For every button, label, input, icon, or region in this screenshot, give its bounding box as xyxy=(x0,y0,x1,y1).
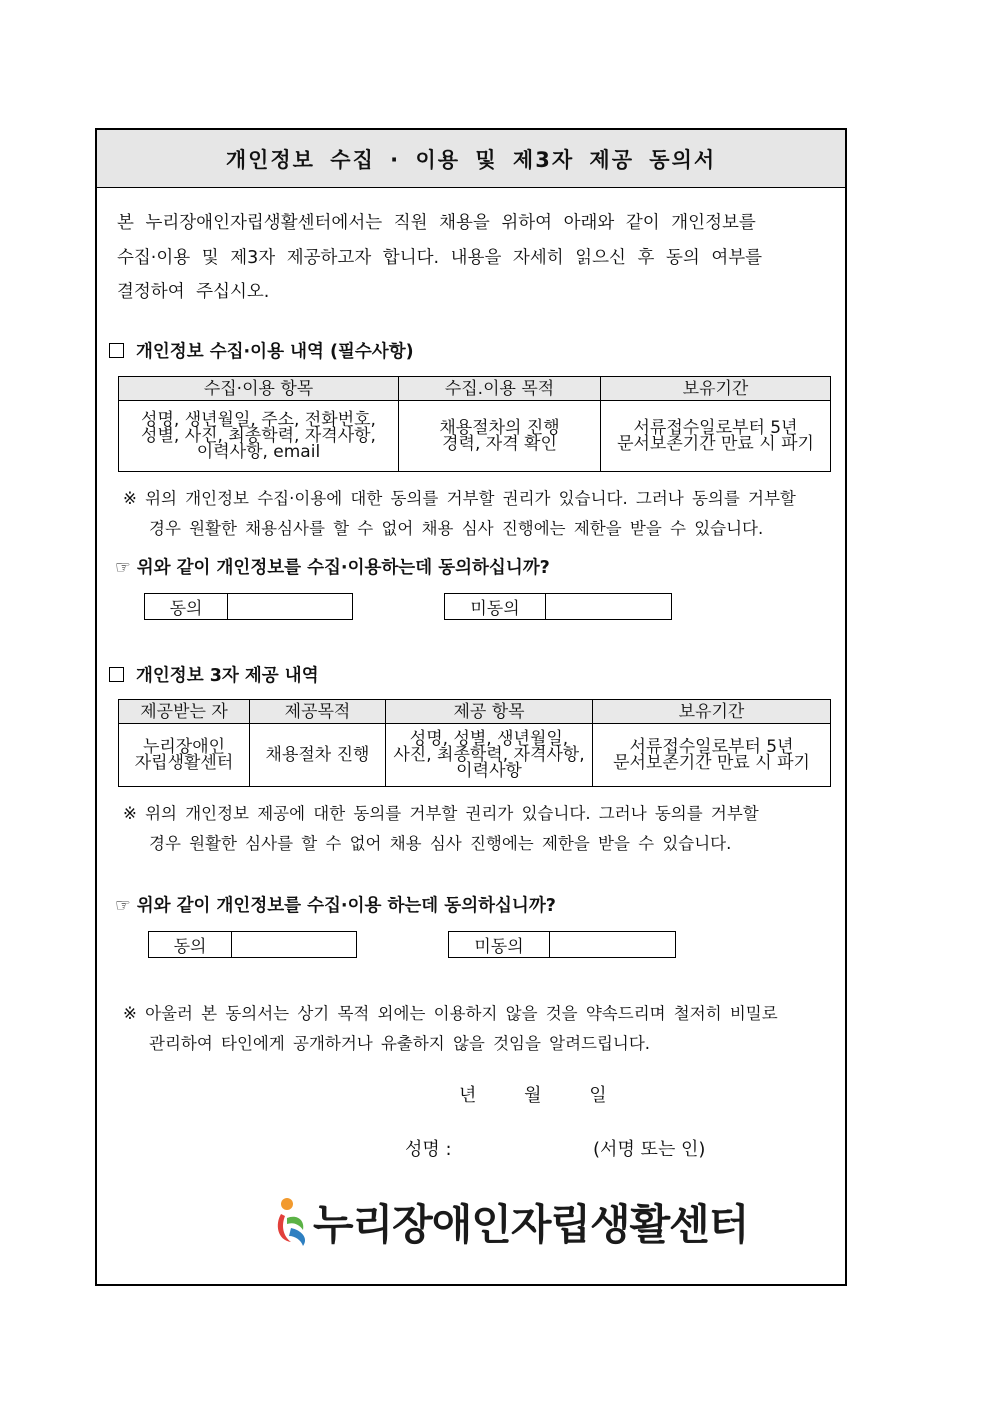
consent-form xyxy=(95,128,847,1286)
column-header: 제공받는 자 xyxy=(119,700,250,724)
form-title xyxy=(97,130,845,188)
cell-line: 경력, 자격 확인 xyxy=(442,434,557,454)
signature-hint: (서명 또는 인) xyxy=(593,1139,706,1160)
agree-signature-field[interactable] xyxy=(228,594,352,619)
cell-line: 성명, 성별, 생년월일, xyxy=(409,729,569,749)
cell-line: 문서보존기간 만료 시 파기 xyxy=(617,434,814,454)
date-month-label: 월 xyxy=(524,1085,542,1106)
date-line xyxy=(459,1081,607,1107)
note-line: ※ 위의 개인정보 수집·이용에 대한 동의를 거부할 권리가 있습니다. 그러나 동의를 거부할 xyxy=(123,489,796,508)
checkbox-square-icon xyxy=(109,667,124,682)
column-header: 수집.이용 목적 xyxy=(399,377,601,401)
logo-text: 누리장애인자립생활센터 xyxy=(313,1200,749,1249)
collection-table xyxy=(118,376,831,472)
form-title-text: 개인정보 수집 · 이용 및 제3자 제공 동의서 xyxy=(225,147,717,172)
note-line: ※ 위의 개인정보 제공에 대한 동의를 거부할 권리가 있습니다. 그러나 동의를 거부할 xyxy=(123,804,759,823)
agree-signature-field[interactable] xyxy=(232,932,356,957)
cell-line: 서류접수일로부터 5년 xyxy=(633,418,798,438)
cell-line: 자립생활센터 xyxy=(134,753,234,773)
cell-line: 누리장애인 xyxy=(142,737,226,757)
note-line: 경우 원활한 심사를 할 수 없어 채용 심사 진행에는 제한을 받을 수 있습니다. xyxy=(149,834,732,853)
column-header: 제공목적 xyxy=(250,700,386,724)
intro-line: 본 누리장애인자립생활센터에서는 직원 채용을 위하여 아래와 같이 개인정보를 xyxy=(117,213,756,233)
cell-line: 채용절차의 진행 xyxy=(439,418,560,438)
question-text: 위와 같이 개인정보를 수집·이용 하는데 동의하십니까? xyxy=(136,896,556,916)
note-line: 경우 원활한 채용심사를 할 수 없어 채용 심사 진행에는 제한을 받을 수 있습니다. xyxy=(149,519,764,538)
intro-line: 수집·이용 및 제3자 제공하고자 합니다. 내용을 자세히 읽으신 후 동의 여부를 xyxy=(117,247,763,268)
agree-label: 동의 xyxy=(149,932,232,957)
cell-line: 성명, 생년월일, 주소, 전화번호, xyxy=(141,410,376,430)
cell-line: 이력사항 xyxy=(456,761,522,781)
provision-table xyxy=(118,699,831,787)
cell-line: 문서보존기간 만료 시 파기 xyxy=(613,753,810,773)
table-header-row xyxy=(119,377,831,401)
provision-items-cell xyxy=(386,724,593,787)
disagree-label: 미동의 xyxy=(449,932,550,957)
section1-heading xyxy=(109,338,414,363)
column-header: 수집·이용 항목 xyxy=(119,377,399,401)
pointing-hand-icon: ☞ xyxy=(115,558,131,578)
section2-question xyxy=(115,892,556,917)
section2-heading-text: 개인정보 3자 제공 내역 xyxy=(136,666,319,686)
section2-note xyxy=(123,799,759,859)
provision-purpose-cell xyxy=(250,724,386,787)
cell-line: 채용절차 진행 xyxy=(265,745,370,765)
section2-agree-box[interactable] xyxy=(148,931,357,958)
table-row xyxy=(119,724,831,787)
section1-agree-box[interactable] xyxy=(144,593,353,620)
closing-note xyxy=(123,999,778,1059)
section1-note xyxy=(123,484,796,544)
collection-purpose-cell xyxy=(399,401,601,472)
section1-disagree-box[interactable] xyxy=(444,593,672,620)
cell-line: 사진, 최종학력, 자격사항, xyxy=(393,745,585,765)
note-line: 관리하여 타인에게 공개하거나 유출하지 않을 것임을 알려드립니다. xyxy=(149,1034,651,1053)
table-row xyxy=(119,401,831,472)
table-header-row xyxy=(119,700,831,724)
recipient-cell xyxy=(119,724,250,787)
disagree-label: 미동의 xyxy=(445,594,546,619)
provision-retention-cell xyxy=(593,724,831,787)
intro-line: 결정하여 주십시오. xyxy=(117,282,270,302)
checkbox-square-icon xyxy=(109,343,124,358)
cell-line: 이력사항, email xyxy=(196,442,321,462)
section2-heading xyxy=(109,662,319,687)
disagree-signature-field[interactable] xyxy=(550,932,675,957)
logo-mark-icon xyxy=(273,1196,313,1248)
question-text: 위와 같이 개인정보를 수집·이용하는데 동의하십니까? xyxy=(136,558,550,578)
date-year-label: 년 xyxy=(459,1085,477,1106)
signature-line xyxy=(405,1135,705,1161)
collection-retention-cell xyxy=(601,401,831,472)
center-logo xyxy=(273,1192,748,1252)
agree-label: 동의 xyxy=(145,594,228,619)
cell-line: 성별, 사진, 최종학력, 자격사항, xyxy=(141,426,376,446)
date-day-label: 일 xyxy=(589,1085,607,1106)
column-header: 제공 항목 xyxy=(386,700,593,724)
section1-question xyxy=(115,554,550,579)
note-line: ※ 아울러 본 동의서는 상기 목적 외에는 이용하지 않을 것을 약속드리며 철저히 비밀로 xyxy=(123,1004,778,1023)
section2-disagree-box[interactable] xyxy=(448,931,676,958)
cell-line: 서류접수일로부터 5년 xyxy=(629,737,794,757)
disagree-signature-field[interactable] xyxy=(546,594,671,619)
column-header: 보유기간 xyxy=(601,377,831,401)
column-header: 보유기간 xyxy=(593,700,831,724)
signature-label: 성명 : xyxy=(405,1139,452,1160)
intro-paragraph xyxy=(117,206,839,310)
pointing-hand-icon: ☞ xyxy=(115,896,131,916)
collection-items-cell xyxy=(119,401,399,472)
section1-heading-text: 개인정보 수집·이용 내역 (필수사항) xyxy=(136,342,414,362)
